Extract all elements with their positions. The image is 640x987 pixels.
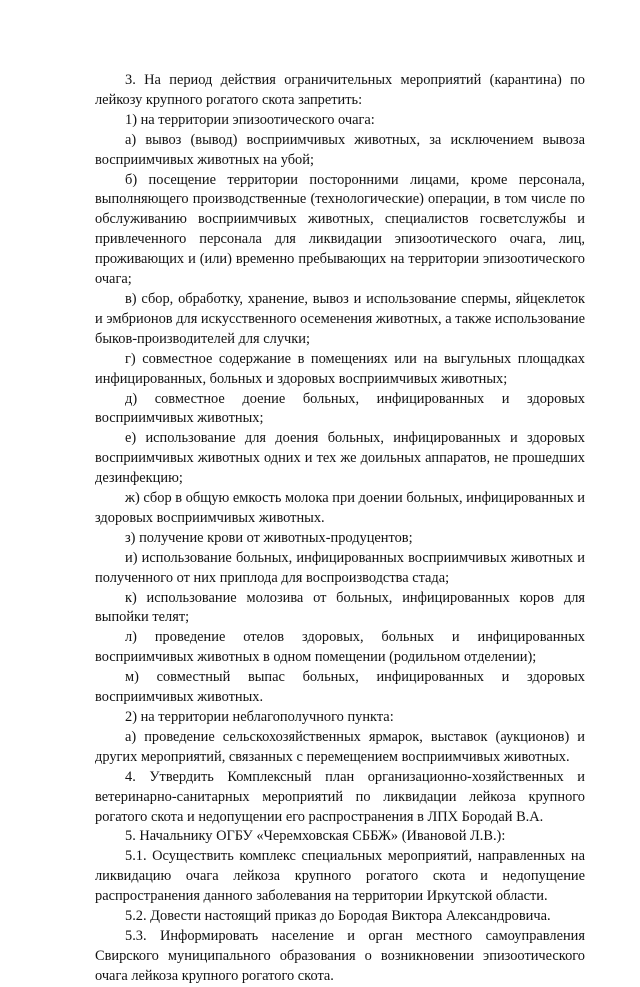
paragraph-item-b: б) посещение территории посторонними лицами, кроме персонала, выполняющего производственные (технологические) операции, в том числе по обслуживанию восприимчивых животных, специалистов госветслужбы и привлеченного персонала для ликвидации эпизоотического очага, лиц, проживающих и (или) временно пребывающих на территории эпизоотического очага; — [95, 171, 585, 288]
paragraph-4-approve-plan: 4. Утвердить Комплексный план организационно-хозяйственных и ветеринарно-санитарных мероприятий по ликвидации лейкоза крупного рогатого скота и недопущении его распространения в ЛПХ Бородай В.А. — [95, 768, 585, 825]
paragraph-5-head-of-sbbzh: 5. Начальнику ОГБУ «Черемховская СББЖ» (Ивановой Л.В.): — [125, 828, 506, 845]
paragraph-item-a-2: а) проведение сельскохозяйственных ярмарок, выставок (аукционов) и других мероприятий, связанных с перемещением восприимчивых животных. — [95, 728, 585, 765]
paragraph-3-ban-intro: 3. На период действия ограничительных мероприятий (карантина) по лейкозу крупного рогатого скота запретить: — [95, 72, 585, 108]
paragraph-item-l: л) проведение отелов здоровых, больных и инфицированных восприимчивых животных в одном помещении (родильном отделении); — [95, 629, 585, 666]
paragraph-item-a: а) вывоз (вывод) восприимчивых животных, за исключением вывоза восприимчивых животных на убой; — [95, 131, 585, 168]
paragraph-5-2: 5.2. Довести настоящий приказ до Бородая Виктора Александровича. — [125, 908, 551, 925]
paragraph-3-1-outbreak-territory: 1) на территории эпизоотического очага: — [125, 111, 375, 128]
paragraph-item-m: м) совместный выпас больных, инфицированных и здоровых восприимчивых животных. — [95, 669, 585, 706]
paragraph-5-3: 5.3. Информировать население и орган местного самоуправления Свирского муниципального образования о возникновении эпизоотического очага лейкоза крупного рогатого скота. — [95, 927, 585, 984]
paragraph-item-e: е) использование для доения больных, инфицированных и здоровых восприимчивых животных одних и тех же доильных аппаратов, не прошедших дезинфекцию; — [95, 430, 585, 487]
paragraph-5-1: 5.1. Осуществить комплекс специальных мероприятий, направленных на ликвидацию очага лейкоза крупного рогатого скота и недопущение распространения данного заболевания на территории Иркутской области. — [95, 848, 585, 905]
paragraph-item-zh: ж) сбор в общую емкость молока при доении больных, инфицированных и здоровых восприимчивых животных. — [95, 490, 585, 526]
paragraph-3-2-unfavorable-point: 2) на территории неблагополучного пункта: — [125, 709, 394, 725]
paragraph-item-i: и) использование больных, инфицированных восприимчивых животных и полученного от них приплода для воспроизводства стада; — [95, 549, 585, 586]
paragraph-item-k: к) использование молозива от больных, инфицированных коров для выпойки телят; — [95, 589, 585, 626]
document-body — [95, 71, 585, 987]
paragraph-item-z: з) получение крови от животных-продуцентов; — [125, 529, 413, 546]
paragraph-item-v: в) сбор, обработку, хранение, вывоз и использование спермы, яйцеклеток и эмбрионов для искусственного осеменения животных, а также использование быков-производителей для случки; — [95, 290, 585, 347]
paragraph-item-g: г) совместное содержание в помещениях или на выгульных площадках инфицированных, больных и здоровых восприимчивых животных; — [95, 350, 585, 387]
paragraph-item-d: д) совместное доение больных, инфицированных и здоровых восприимчивых животных; — [95, 390, 585, 427]
